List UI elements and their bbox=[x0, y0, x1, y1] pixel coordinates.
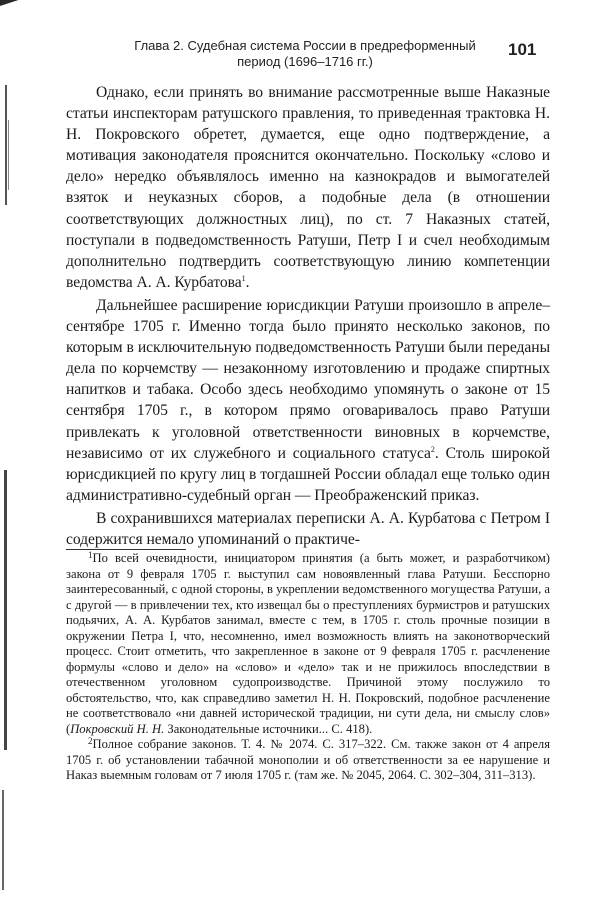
paragraph-tail: . Столь широкой юрисдикцией по кругу лиц в тогдашней России обладал еще только один административно-судебный орган — Преображенский приказ. bbox=[66, 444, 550, 504]
scan-edge-mark bbox=[5, 85, 7, 205]
footnote-number: 1 bbox=[88, 550, 93, 560]
footnote-ref: 2 bbox=[430, 444, 435, 454]
running-head bbox=[110, 38, 500, 70]
paragraph-text: Дальнейшее расширение юрисдикции Ратуши произошло в апреле–сентябре 1705 г. Именно тогда было принято несколько законов, по которым в исключительную подведомственность Ратуши были переданы дела по корчемству — незаконному изготовлению и продаже спиртных напитков и табака. Особо здесь необходимо упомянуть о законе от 15 сентября 1705 г., в котором прямо оговаривалось право Ратуши привлекать к уголовной ответственности виновных в корчемстве, независимо от их служебного и социального статуса bbox=[66, 296, 550, 462]
footnote-text: Полное собрание законов. Т. 4. № 2074. С. 317–322. См. также закон от 4 апреля 1705 г. об установлении табачной монополии и об ответственности за ее нарушение и Наказ выемным головам от 7 июля 1705 г. (там же. № 2045, 2064. С. 302–304, 311–313). bbox=[66, 737, 550, 782]
paragraph-text: В сохранившихся материалах переписки А. А. Курбатова с Петром I содержится немало упоминаний о практиче- bbox=[66, 509, 550, 548]
footnote-author: Покровский Н. Н. bbox=[70, 721, 165, 736]
footnote-ref: 1 bbox=[241, 273, 246, 283]
footnotes bbox=[66, 551, 550, 784]
footnote-tail: Законодательные источники... С. 418). bbox=[164, 721, 373, 736]
footnote bbox=[66, 737, 550, 784]
running-head-line2: период (1696–1716 гг.) bbox=[237, 54, 373, 69]
scan-edge-mark bbox=[8, 120, 9, 190]
scan-edge-mark bbox=[4, 470, 7, 750]
paragraph-text: Однако, если принять во внимание рассмотренные выше Наказные статьи инспекторам ратушского правления, то приведенная трактовка Н. Н. Покровского обретет, думается, еще одно подтверждение, а мотивация законодателя прояснится окончательно. Поскольку «слово и дело» нередко объявлялось именно на казнокрадов и вымогателей взяток и неуказных сборов, а подобные дела (в отношении соответствующих должностных лиц), по ст. 7 Наказных статей, поступали в подведомственность Ратуши, Петр I и счел необходимым дополнительно подтвердить соответствующую линию компетенции ведомства А. А. Курбатова bbox=[66, 84, 550, 291]
paragraph bbox=[66, 508, 550, 550]
scan-edge-mark bbox=[0, 0, 20, 6]
footnote bbox=[66, 551, 550, 737]
paragraph-tail: . bbox=[245, 273, 250, 291]
running-head-line1: Глава 2. Судебная система России в предреформенный bbox=[134, 38, 476, 53]
footnote-number: 2 bbox=[88, 736, 93, 746]
paragraph bbox=[66, 295, 550, 506]
footnote-divider bbox=[66, 549, 186, 550]
paragraph bbox=[66, 82, 550, 293]
page-number: 101 bbox=[508, 40, 537, 59]
scan-edge-mark bbox=[2, 790, 4, 890]
footnote-text: По всей очевидности, инициатором принятия (а быть может, и разработчиком) закона от 9 февраля 1705 г. выступил сам новоявленный глава Ратуши. Бесспорно заинтересованный, с одной стороны, в укреплении ведомственного могущества Ратуши, а с другой — в привлечении тех, кто извещал бы о преступлениях бурмистров и ратушских подьячих, А. А. Курбатов занимал, вместе с тем, в 1705 г. столь прочные позиции в окружении Петра I, что, несомненно, имел возможность влиять на законотворческий процесс. Стоит отметить, что закрепленное в законе от 9 февраля 1705 г. расчленение формулы «слово и дело» на «слово» и «дело» так и не прижилось впоследствии в отечественном уголовном судопроизводстве. Причиной этому послужило то обстоятельство, что, как справедливо заметил Н. Н. Покровский, подобное расчленение не соответствовало «ни давней исторической традиции, ни сути дела, ни смыслу слов» ( bbox=[66, 551, 550, 736]
main-text bbox=[66, 82, 550, 550]
